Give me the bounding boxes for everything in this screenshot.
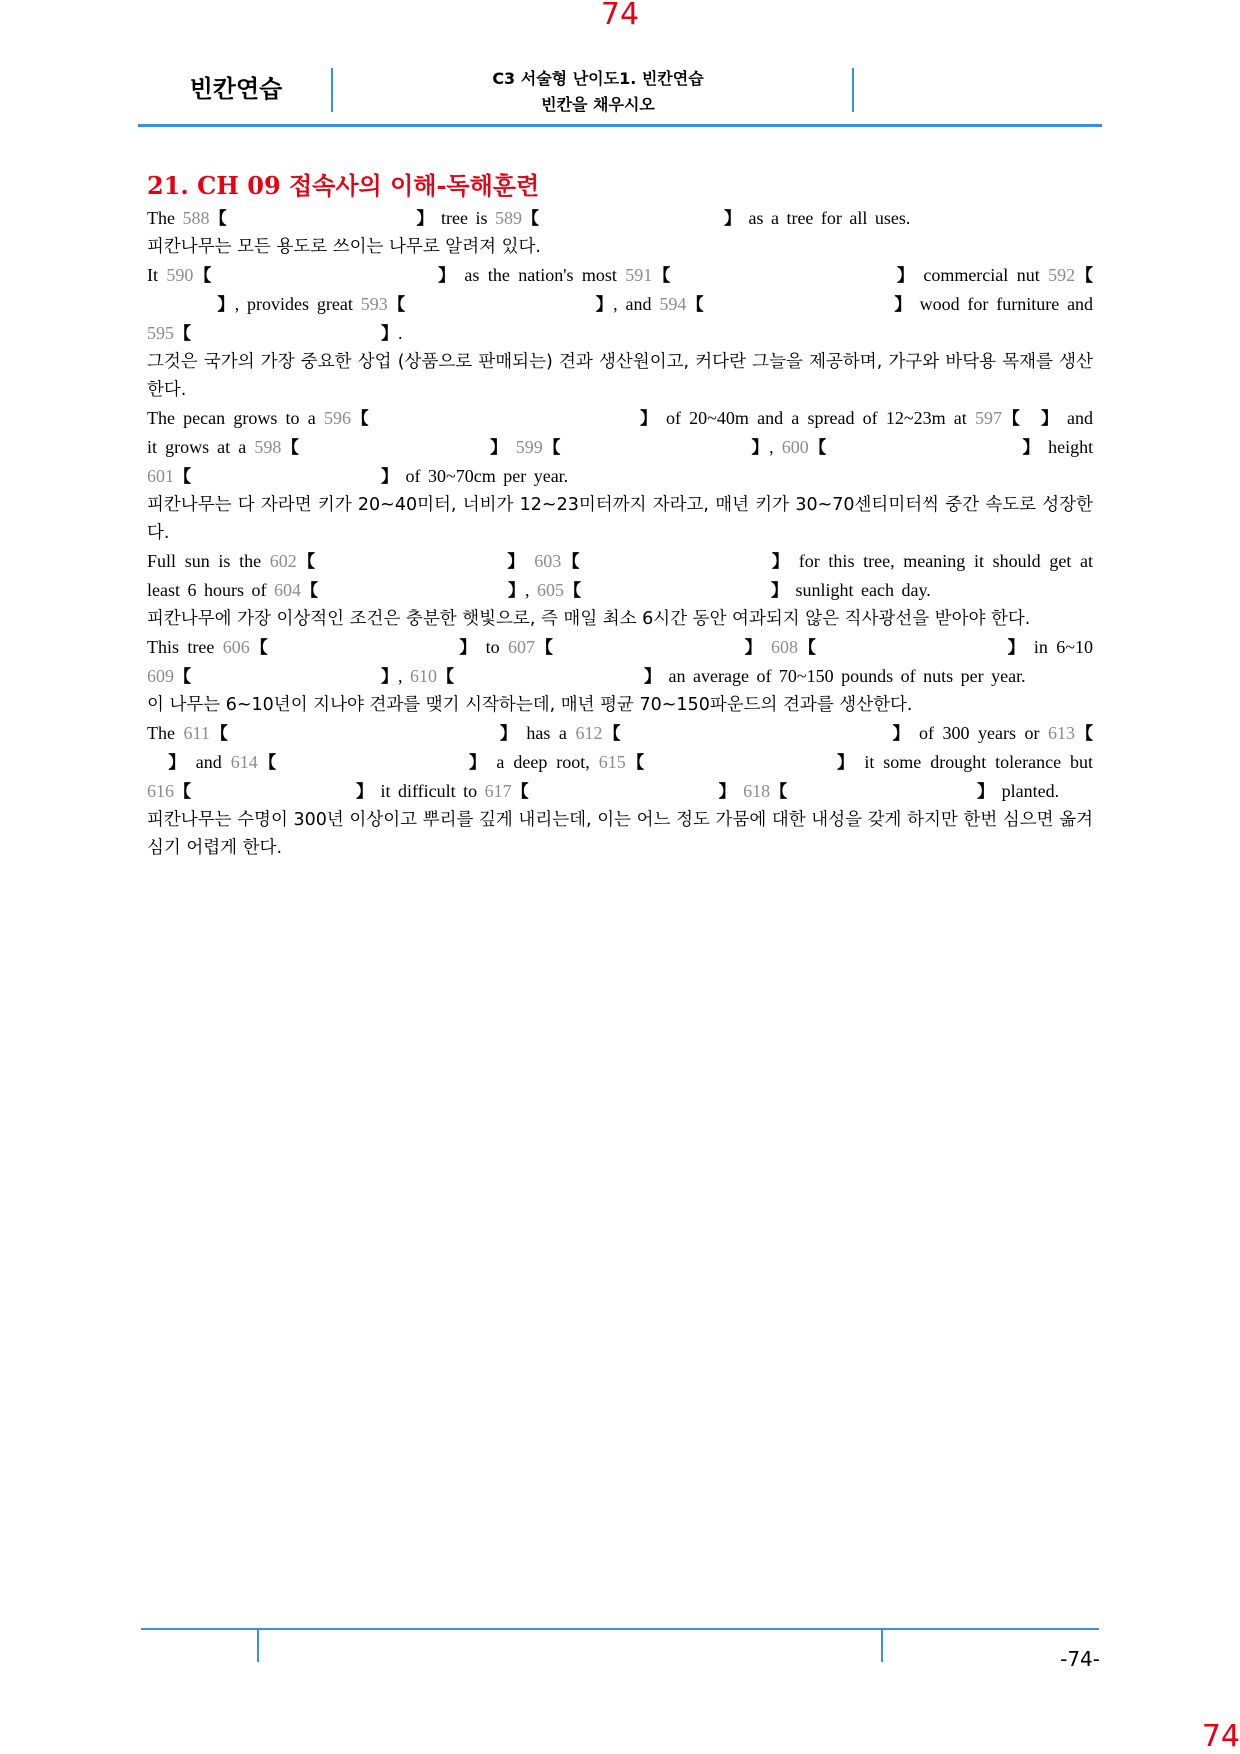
blank-number: 588 [182,208,210,228]
answer-blank[interactable]: 【 】 [209,209,434,229]
blank-number: 599 [515,437,543,457]
blank-number: 601 [147,466,174,486]
blank-number: 594 [659,294,687,314]
english-sentence [147,261,1093,348]
answer-blank[interactable]: 【 】 [535,638,763,658]
blank-number: 611 [183,723,210,743]
blank-number: 603 [534,551,562,571]
sentence-text: as the nation's most [456,265,626,285]
answer-blank[interactable]: 【】 [167,724,1094,773]
answer-blank[interactable]: 【 】 [563,581,788,601]
blank-number: 602 [269,551,297,571]
english-sentence [147,719,1093,806]
header-subtitle-line2: 빈칸을 채우시오 [541,95,655,114]
answer-blank[interactable]: 【】 [217,266,1094,315]
blank-number: 597 [975,408,1002,428]
header-subtitle-line1: C3 서술형 난이도1. 빈칸연습 [492,69,704,88]
sentence-text: and [186,752,231,772]
sentence-text: , [398,666,410,686]
blank-number: 615 [598,752,626,772]
answer-blank[interactable]: 【 】 [770,782,995,802]
english-sentence [147,633,1093,691]
answer-blank[interactable]: 【 】 [257,753,488,773]
answer-blank[interactable]: 【 】 [193,266,457,286]
sentence-text: , and [613,294,660,314]
blank-number: 617 [484,781,512,801]
answer-blank[interactable]: 【 】 [542,438,770,458]
header-center-block [334,66,862,118]
blank-number: 591 [625,265,653,285]
sentence-text: , [524,580,537,600]
section-title: 21. CH 09 접속사의 이해-독해훈련 [147,171,540,200]
header-divider-right [852,68,854,112]
answer-blank[interactable]: 【 】 [296,552,526,572]
answer-blank[interactable]: 【 】 [1002,409,1059,429]
sentence-text: tree is [433,208,495,228]
exercise-content [147,170,1093,862]
answer-blank[interactable]: 【 】 [686,295,912,315]
answer-blank[interactable]: 【 】 [602,724,911,744]
blank-number: 610 [410,666,437,686]
answer-blank[interactable]: 【 】 [387,295,614,315]
korean-translation: 피칸나무에 가장 이상적인 조건은 충분한 햇빛으로, 즉 매일 최소 6시간 동안 여과되지 않은 직사광선을 받아야 한다. [147,609,1031,629]
paragraph-list [147,204,1093,862]
sentence-text: height [1040,437,1094,457]
header-left-title: 빈칸연습 [189,75,283,103]
answer-blank[interactable]: 【 】 [511,782,736,802]
blank-number: 618 [743,781,771,801]
answer-blank[interactable]: 【 】 [625,753,856,773]
korean-translation: 이 나무는 6~10년이 지나야 견과를 맺기 시작하는데, 매년 평균 70~150파운드의 견과를 생산한다. [147,695,913,715]
sentence-text: has a [517,723,576,743]
sentence-text: as a tree for all uses. [740,208,911,228]
blank-number: 616 [147,781,174,801]
blank-number: 590 [166,265,194,285]
sentence-text: it difficult to [373,781,485,801]
answer-blank[interactable]: 【 】 [174,782,373,802]
sentence-text [508,437,516,457]
sentence-text: it some drought tolerance but [855,752,1094,772]
sentence-text: This tree [147,637,223,657]
blank-number: 592 [1048,265,1076,285]
sentence-text: to [477,637,509,657]
blank-number: 593 [360,294,388,314]
sentence-text: planted. [994,781,1060,801]
sentence-text: of 30~70cm per year. [398,466,569,486]
sentence-text: . [398,323,403,343]
sentence-text: The [147,723,184,743]
blank-number: 600 [781,437,809,457]
answer-blank[interactable]: 【 】 [521,209,741,229]
sentence-text: of 300 years or [910,723,1049,743]
blank-number: 589 [494,208,522,228]
answer-blank[interactable]: 【 】 [808,438,1041,458]
answer-blank[interactable]: 【 】 [300,581,525,601]
answer-blank[interactable]: 【 】 [437,667,661,687]
sentence-text: for this tree, meaning it should get at least 6 hours of [147,551,1094,600]
blank-number: 613 [1048,723,1076,743]
answer-blank[interactable]: 【 】 [350,409,658,429]
footer-divider-right [881,1628,883,1662]
blank-number: 595 [147,323,174,343]
korean-translation: 피칸나무는 수명이 300년 이상이고 뿌리를 깊게 내리는데, 이는 어느 정도 가뭄에 대한 내성을 갖게 하지만 한번 심으면 옮겨 심기 어렵게 한다. [147,810,1093,858]
sentence-text [763,637,771,657]
sentence-text: , [769,437,782,457]
answer-blank[interactable]: 【 】 [174,324,398,344]
blank-number: 604 [273,580,301,600]
page-header [138,66,1102,127]
sentence-text: wood for furniture and [911,294,1094,314]
answer-blank[interactable]: 【 】 [652,266,915,286]
english-sentence [147,547,1093,605]
sentence-text: Full sun is the [147,551,270,571]
header-divider-left [331,68,333,112]
top-page-number: 74 [600,0,640,32]
blank-number: 606 [222,637,250,657]
english-sentence [147,204,1093,233]
footer-divider-left [257,1628,259,1662]
sentence-text: an average of 70~150 pounds of nuts per year. [661,666,1026,686]
footer-rule [141,1628,1099,1630]
blank-number: 605 [536,580,564,600]
korean-translation: 그것은 국가의 가장 중요한 상업 (상품으로 판매되는) 견과 생산원이고, 커다란 그늘을 제공하며, 가구와 바닥용 목재를 생산한다. [147,352,1093,400]
sentence-text: It [147,265,167,285]
answer-blank[interactable]: 【 】 [797,638,1026,658]
answer-blank[interactable]: 【 】 [174,667,398,687]
sentence-text: of 20~40m and a spread of 12~23m at [657,408,975,428]
sentence-text: and it grows at a [147,408,1094,457]
blank-number: 607 [508,637,536,657]
sentence-text: The [147,208,183,228]
blank-number: 614 [230,752,258,772]
answer-blank[interactable]: 【 】 [561,552,791,572]
blank-number: 609 [147,666,174,686]
blank-number: 612 [575,723,603,743]
bottom-page-number: 74 [1201,1720,1240,1754]
answer-blank[interactable]: 【 】 [281,438,508,458]
footer-page-label: -74- [1060,1647,1100,1671]
english-sentence [147,404,1093,491]
sentence-text [526,551,535,571]
korean-translation: 피칸나무는 다 자라면 키가 20~40미터, 너비가 12~23미터까지 자라고, 매년 키가 30~70센티미터씩 중간 속도로 성장한다. [147,495,1093,543]
sentence-text: The pecan grows to a [147,408,324,428]
korean-translation: 피칸나무는 모든 용도로 쓰이는 나무로 알려져 있다. [147,237,541,257]
sentence-text: a deep root, [487,752,599,772]
blank-number: 608 [770,637,798,657]
sentence-text: commercial nut [914,265,1049,285]
sentence-text: sunlight each day. [787,580,931,600]
blank-number: 596 [323,408,351,428]
sentence-text: , provides great [234,294,361,314]
answer-blank[interactable]: 【 】 [249,638,478,658]
answer-blank[interactable]: 【 】 [174,467,398,487]
answer-blank[interactable]: 【 】 [209,724,518,744]
sentence-text: in 6~10 [1025,637,1094,657]
blank-number: 598 [254,437,282,457]
